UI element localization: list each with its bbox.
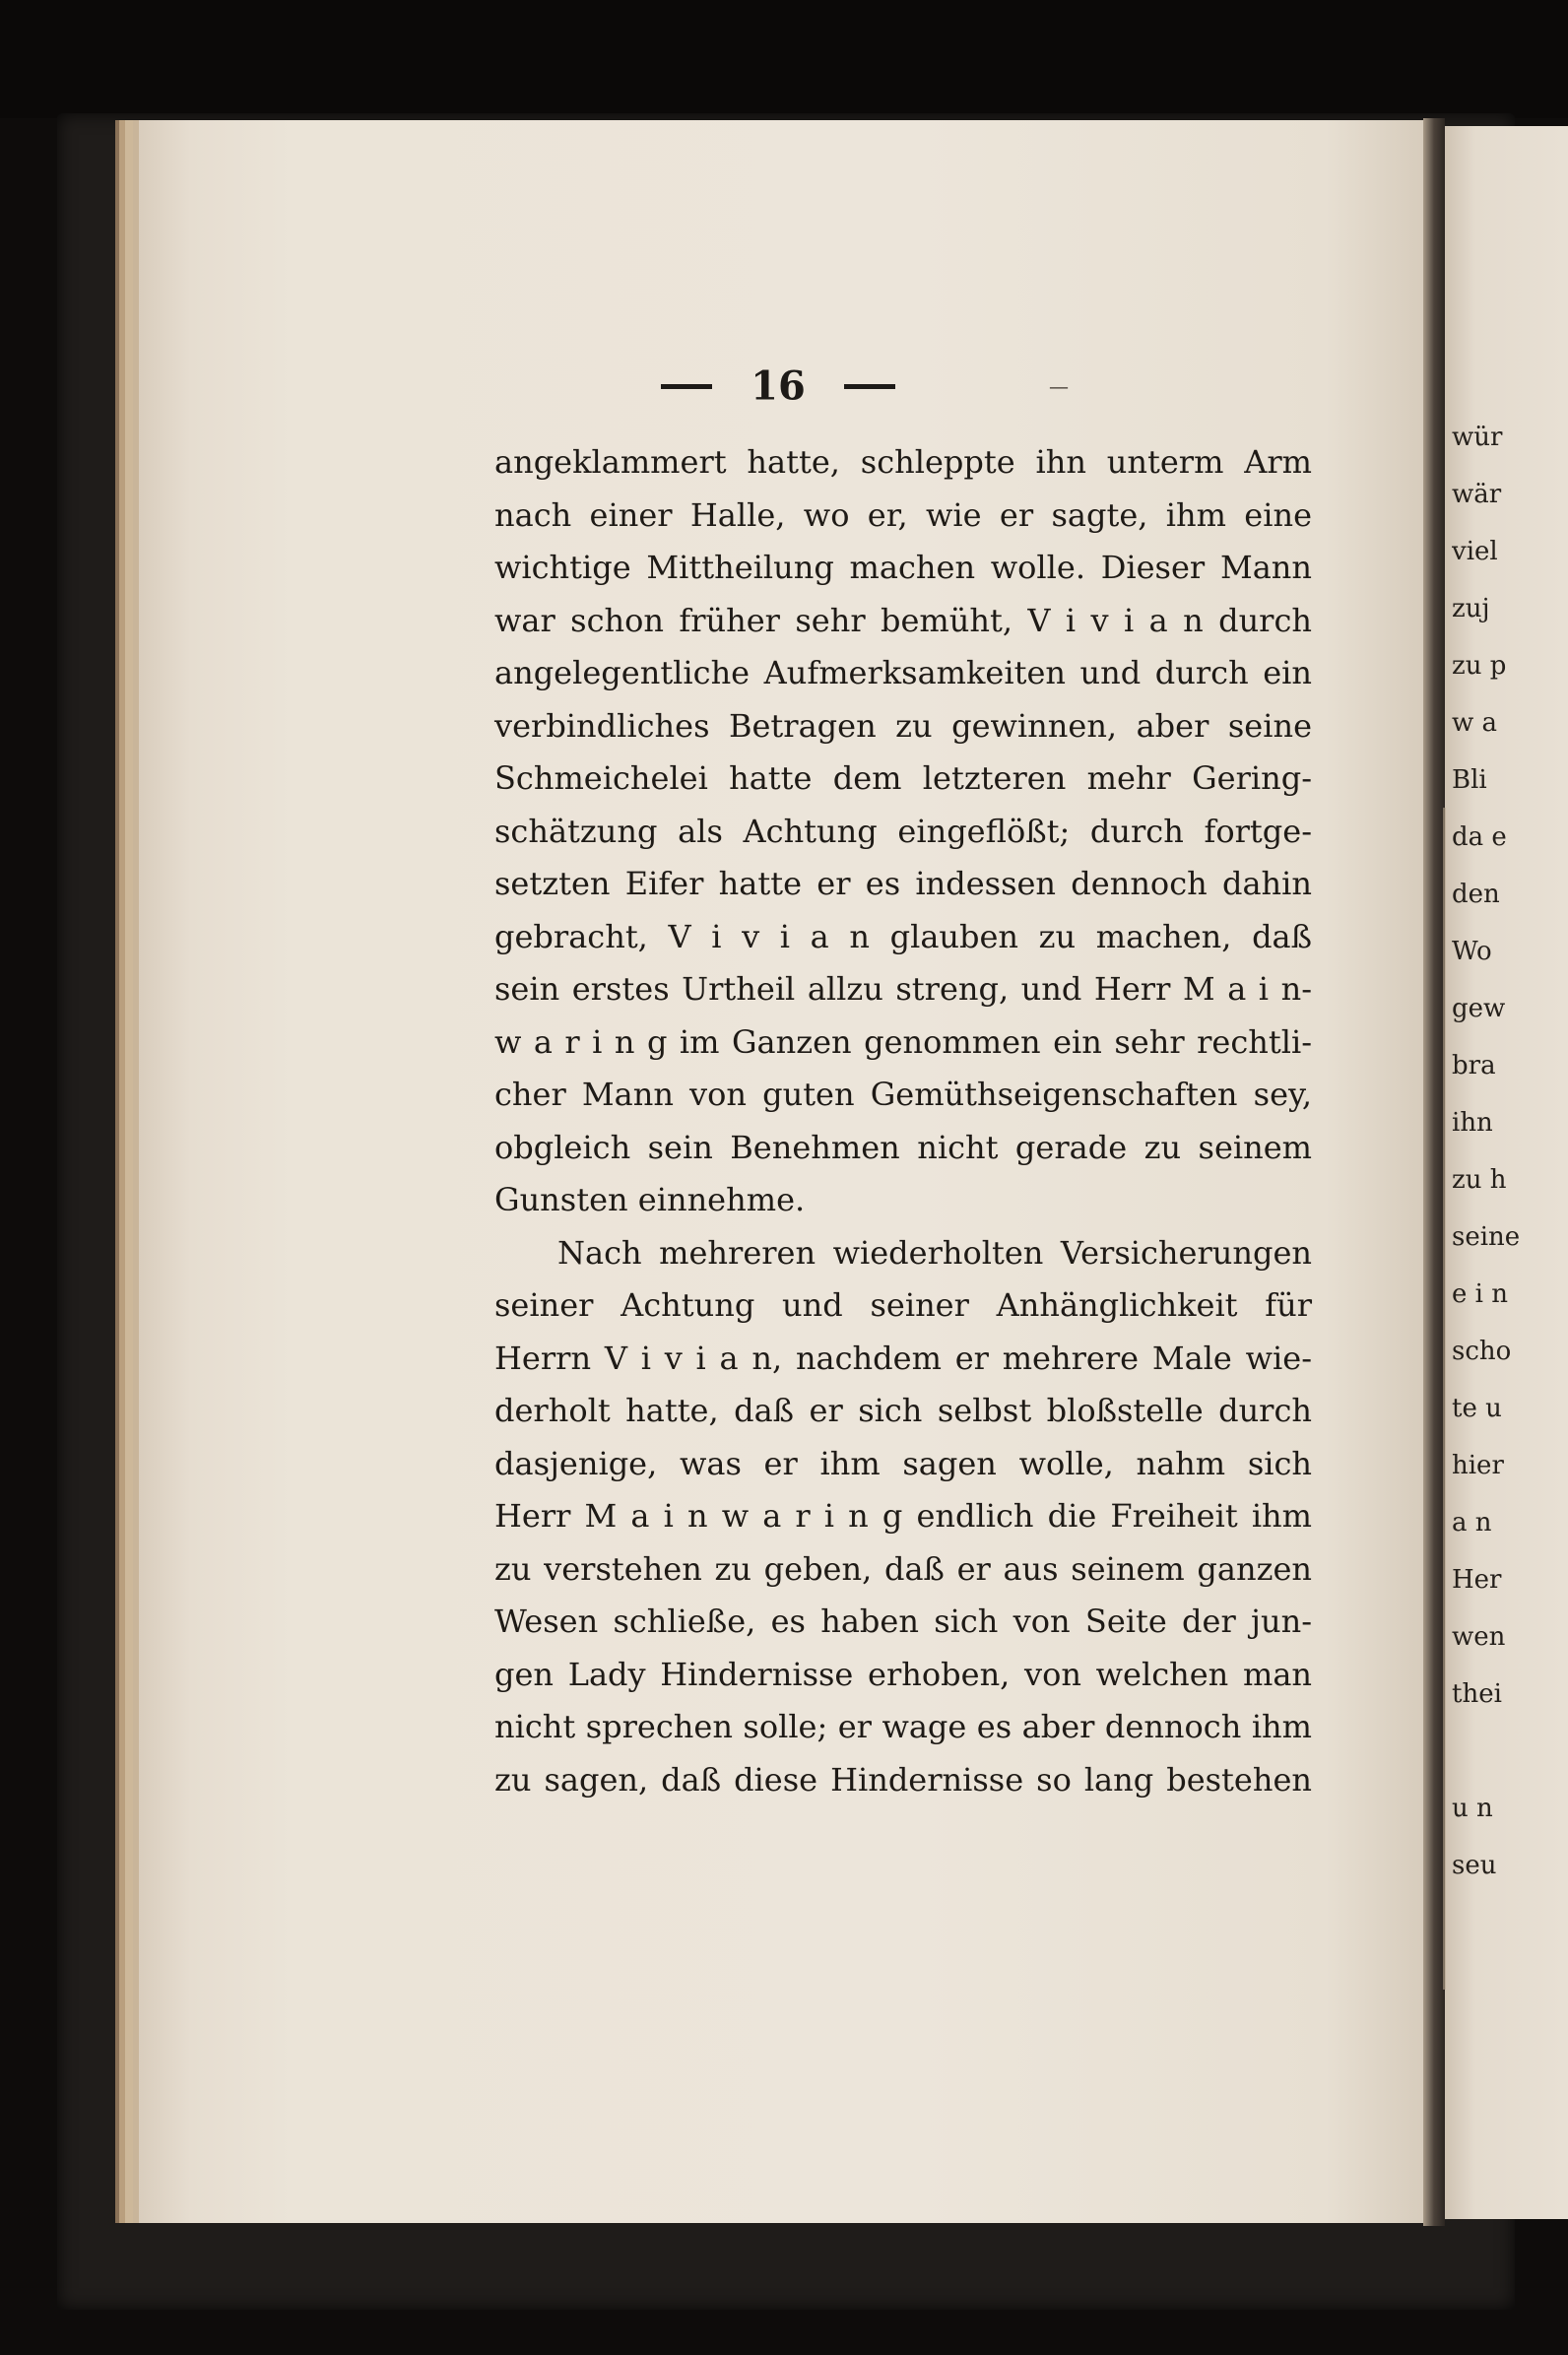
- facing-fragment: wür: [1452, 423, 1503, 452]
- facing-fragment: u n: [1452, 1794, 1493, 1823]
- text-line: nach einer Halle, wo er, wie er sagte, ihm eine: [494, 495, 1312, 534]
- header-dash-left: [661, 384, 712, 389]
- text-line: Herr M a i n w a r i n g endlich die Freiheit ihm: [494, 1497, 1312, 1535]
- facing-fragment: e i n: [1452, 1279, 1508, 1309]
- text-line: seiner Achtung und seiner Anhänglichkeit für: [494, 1286, 1312, 1324]
- backdrop: [0, 0, 1568, 118]
- facing-fragment: scho: [1452, 1337, 1512, 1366]
- facing-fragment: da e: [1452, 822, 1507, 852]
- facing-fragment: te u: [1452, 1394, 1502, 1423]
- facing-fragment: wär: [1452, 480, 1502, 509]
- facing-fragment: bra: [1452, 1051, 1496, 1080]
- text-line: dasjenige, was er ihm sagen wolle, nahm sich: [494, 1444, 1312, 1482]
- facing-page-text: [1452, 409, 1568, 1894]
- facing-fragment: zu h: [1452, 1165, 1507, 1195]
- facing-fragment: wen: [1452, 1622, 1506, 1652]
- text-line: Schmeichelei hatte dem letzteren mehr Gering-: [494, 759, 1312, 797]
- facing-fragment: thei: [1452, 1679, 1502, 1709]
- text-line: gen Lady Hindernisse erhoben, von welchen man: [494, 1655, 1312, 1693]
- text-line: angeklammert hatte, schleppte ihn unterm Arm: [494, 443, 1312, 481]
- facing-fragment: Bli: [1452, 765, 1487, 795]
- text-line: war schon früher sehr bemüht, V i v i a n durch: [494, 601, 1312, 639]
- facing-fragment: gew: [1452, 994, 1506, 1023]
- text-line: derholt hatte, daß er sich selbst bloßstelle durch: [494, 1392, 1312, 1429]
- text-line: w a r i n g im Ganzen genommen ein sehr rechtli-: [494, 1022, 1312, 1061]
- facing-fragment: den: [1452, 880, 1500, 909]
- text-line: angelegentliche Aufmerksamkeiten und durch ein: [494, 654, 1312, 691]
- text-line: schätzung als Achtung eingeflößt; durch fortge-: [494, 812, 1312, 850]
- facing-fragment: [1452, 1723, 1568, 1780]
- facing-fragment: seu: [1452, 1851, 1497, 1880]
- facing-fragment: w a: [1452, 708, 1498, 738]
- text-line: setzten Eifer hatte er es indessen dennoch dahin: [494, 865, 1312, 902]
- book-gutter: [1423, 118, 1445, 2226]
- header-mark: —: [1049, 374, 1069, 398]
- text-line: Gunsten einnehme.: [494, 1181, 806, 1218]
- facing-fragment: Her: [1452, 1565, 1502, 1595]
- text-line: cher Mann von guten Gemüthseigenschaften sey,: [494, 1076, 1312, 1113]
- page-header: [133, 360, 1423, 420]
- text-line: verbindliches Betragen zu gewinnen, aber seine: [494, 706, 1312, 745]
- page-number: 16: [751, 362, 806, 410]
- facing-page-margin: [1443, 808, 1446, 1990]
- text-line: zu verstehen zu geben, daß er aus seinem ganzen: [494, 1549, 1312, 1588]
- text-line: Wesen schließe, es haben sich von Seite der jun-: [494, 1603, 1312, 1640]
- text-line: Nach mehreren wiederholten Versicherungen: [557, 1233, 1312, 1272]
- facing-fragment: seine: [1452, 1222, 1521, 1252]
- header-dash-right: [844, 384, 895, 389]
- text-line: Herrn V i v i a n, nachdem er mehrere Male wie-: [494, 1339, 1312, 1377]
- body-text: [494, 436, 1312, 1806]
- text-line: wichtige Mittheilung machen wolle. Dieser Mann: [494, 549, 1312, 586]
- facing-fragment: viel: [1452, 537, 1498, 566]
- facing-fragment: zuj: [1452, 594, 1490, 623]
- facing-fragment: Wo: [1452, 937, 1492, 966]
- text-line: nicht sprechen solle; er wage es aber dennoch ihm: [494, 1708, 1312, 1745]
- text-line: sein erstes Urtheil allzu streng, und Herr M a i n-: [494, 970, 1312, 1008]
- facing-fragment: ihn: [1452, 1108, 1493, 1138]
- facing-fragment: hier: [1452, 1451, 1504, 1480]
- text-line: zu sagen, daß diese Hindernisse so lang bestehen: [494, 1760, 1312, 1799]
- facing-fragment: zu p: [1452, 651, 1507, 681]
- text-line: obgleich sein Benehmen nicht gerade zu seinem: [494, 1128, 1312, 1166]
- facing-fragment: a n: [1452, 1508, 1492, 1537]
- text-line: gebracht, V i v i a n glauben zu machen, daß: [494, 917, 1312, 955]
